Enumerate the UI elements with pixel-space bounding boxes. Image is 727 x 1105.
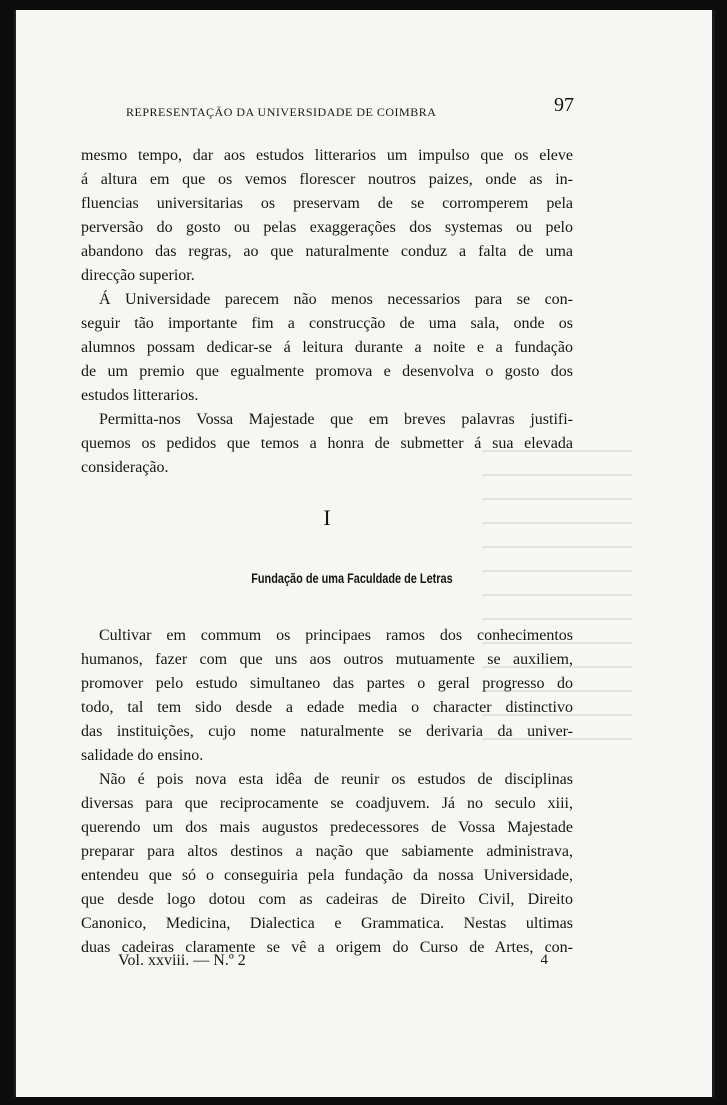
text-line: salidade do ensino. <box>81 747 204 764</box>
text-line: Cultivar em commum os principaes ramos dos conhecimentos <box>99 627 573 644</box>
page-header <box>126 92 574 122</box>
text-line: consideração. <box>81 459 169 476</box>
text-line: Canonico, Medicina, Dialectica e Grammatica. Nestas ultimas <box>81 915 573 932</box>
paragraph <box>81 768 573 960</box>
text-line: fluencias universitarias os preservam de se corromperem pela <box>81 195 573 212</box>
sheet-number: 4 <box>540 952 548 968</box>
paragraph <box>81 624 573 768</box>
text-line: duas cadeiras claramente se vê a origem do Curso de Artes, con- <box>81 939 573 956</box>
paragraph <box>81 288 573 408</box>
running-head: REPRESENTAÇÃO DA UNIVERSIDADE DE COIMBRA <box>126 105 437 119</box>
paragraph <box>81 408 573 480</box>
text-line: á altura em que os vemos florescer noutros paizes, onde as in- <box>81 171 573 188</box>
page-footer <box>118 952 548 978</box>
text-line: que desde logo dotou com as cadeiras de Direito Civil, Direito <box>81 891 573 908</box>
text-line: alumnos possam dedicar-se á leitura durante a noite e a fundação <box>81 339 573 356</box>
text-line: promover pelo estudo simultaneo das partes o geral progresso do <box>81 675 573 692</box>
text-line: entendeu que só o conseguiria pela fundação da nossa Universidade, <box>81 867 573 884</box>
text-line: de um premio que egualmente promova e desenvolva o gosto dos <box>81 363 573 380</box>
paragraph <box>81 144 573 288</box>
section-numeral: I <box>323 505 331 530</box>
text-line: diversas para que reciprocamente se coadjuvem. Já no seculo xiii, <box>81 795 573 812</box>
text-line: querendo um dos mais augustos predecessores de Vossa Majestade <box>81 819 573 836</box>
text-line: estudos litterarios. <box>81 387 199 404</box>
text-line: Á Universidade parecem não menos necessarios para se con- <box>99 291 573 308</box>
page-number: 97 <box>554 94 574 116</box>
text-line: abandono das regras, ao que naturalmente conduz a falta de uma <box>81 243 573 260</box>
section-title: Fundação de uma Faculdade de Letras <box>251 570 453 586</box>
text-line: Não é pois nova esta idêa de reunir os estudos de disciplinas <box>99 771 573 788</box>
text-line: todo, tal tem sido desde a edade media o character distinctivo <box>81 699 573 716</box>
text-line: Permitta-nos Vossa Majestade que em breves palavras justifi- <box>99 411 573 428</box>
volume-signature: Vol. xxviii. — N.º 2 <box>118 952 246 969</box>
text-line: mesmo tempo, dar aos estudos litterarios um impulso que os eleve <box>81 147 573 164</box>
text-line: preparar para altos destinos a nação que sabiamente administrava, <box>81 843 573 860</box>
text-line: das instituições, cujo nome naturalmente se derivaria da univer- <box>81 723 573 740</box>
text-line: direcção superior. <box>81 267 195 284</box>
text-line: humanos, fazer com que uns aos outros mutuamente se auxiliem, <box>81 651 573 668</box>
text-line: quemos os pedidos que temos a honra de submetter á sua elevada <box>81 435 573 452</box>
text-line: perversão do gosto ou pelas exaggerações dos systemas ou pelo <box>81 219 573 236</box>
text-line: seguir tão importante fim a construcção de uma sala, onde os <box>81 315 573 332</box>
